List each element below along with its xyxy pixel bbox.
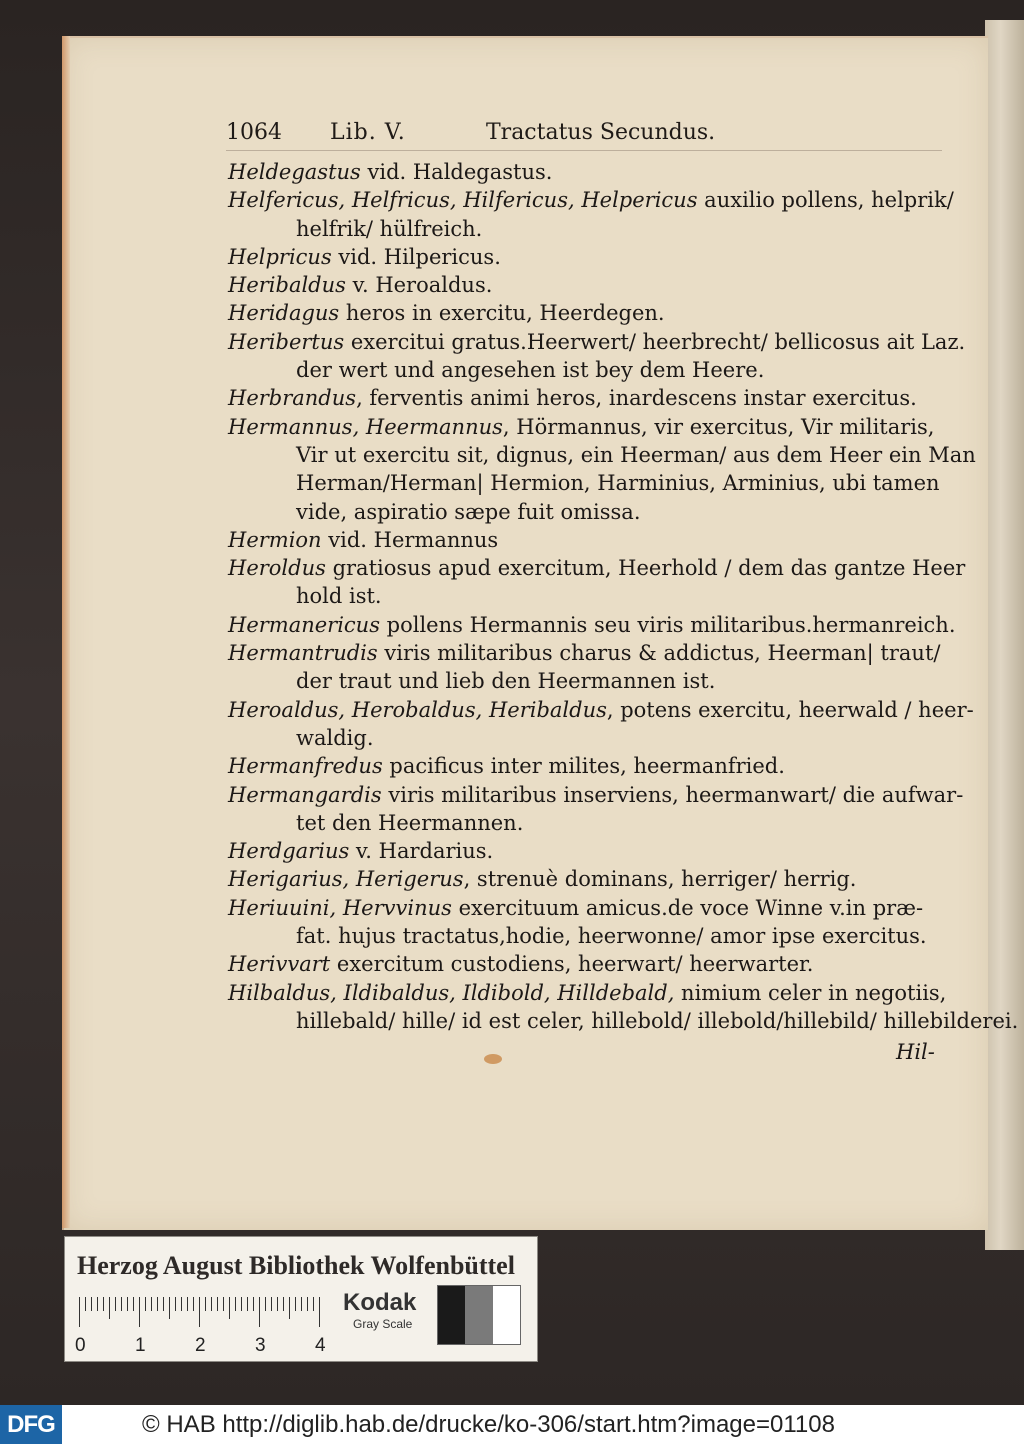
ruler-tick [193, 1297, 194, 1311]
entry-definition: vide, aspiratio sæpe fuit omissa. [296, 499, 641, 524]
tractatus-label: Tractatus Secundus. [486, 120, 716, 145]
entry-definition: nimium celer in negotiis, [674, 980, 947, 1005]
ruler-tick [241, 1297, 242, 1311]
entry-term: Heldegastus [228, 160, 361, 184]
ruler-tick [121, 1297, 122, 1311]
text-line [228, 215, 944, 243]
entry-term: Hermion [228, 527, 322, 552]
entry-definition: hold ist. [296, 584, 382, 609]
ruler-tick [133, 1297, 134, 1311]
ruler-tick [109, 1297, 110, 1319]
ruler-tick [277, 1297, 278, 1311]
entry-definition: auxilio pollens, helprik/ [697, 188, 954, 213]
ruler-tick [295, 1297, 296, 1311]
kodak-label: Kodak [343, 1289, 417, 1316]
text-line [228, 413, 944, 441]
ruler-number: 4 [315, 1335, 326, 1356]
ruler-number: 2 [195, 1335, 206, 1356]
entry-term: Heroaldus, Herobaldus, Heribaldus [228, 697, 607, 722]
scale-ruler [75, 1297, 327, 1356]
entry-term: Hermantrudis [228, 641, 378, 666]
ruler-number: 3 [255, 1335, 266, 1356]
entry-term: Herdgarius [228, 839, 350, 864]
entry-definition: gratiosus apud exercitum, Heerhold / dem das gantze Heer [325, 556, 966, 581]
text-line [228, 667, 944, 695]
ruler-tick [205, 1297, 206, 1311]
entry-definition: der traut und lieb den Heermannen ist. [296, 669, 716, 694]
ruler-tick [289, 1297, 290, 1319]
entry-definition: pacificus inter milites, heermanfried. [382, 754, 785, 779]
entry-definition: exercitui gratus.Heerwert/ heerbrecht/ bellicosus ait Laz. [344, 329, 966, 354]
entry-definition: v. Heroaldus. [345, 273, 493, 298]
text-line [228, 865, 944, 893]
text-line [228, 356, 944, 384]
ruler-tick [163, 1297, 164, 1311]
text-line [228, 554, 966, 582]
entry-term: Heribaldus [228, 273, 346, 298]
book-label: Lib. V. [330, 120, 406, 145]
ruler-tick [169, 1297, 170, 1319]
ruler-tick [145, 1297, 146, 1311]
text-line [228, 299, 944, 327]
text-line [228, 639, 944, 667]
entry-term: Heribertus [228, 329, 345, 354]
text-line [228, 696, 974, 724]
page-number: 1064 [226, 120, 282, 145]
entry-definition: exercituum amicus.de voce Winne v.in præ- [451, 895, 924, 920]
entry-term: Helfericus, Helfricus, Hilfericus, Helpericus [228, 188, 698, 213]
ruler-tick [127, 1297, 128, 1311]
gray-scale-label: Gray Scale [353, 1317, 413, 1331]
entry-term: Hilbaldus, Ildibaldus, Ildibold, Hilldebald, [228, 980, 675, 1005]
entry-definition: , potens exercitu, heerwald / heer- [606, 697, 974, 722]
text-line [228, 724, 944, 752]
ruler-tick [103, 1297, 104, 1311]
entry-term: Herivvart [228, 952, 331, 977]
text-line [228, 809, 944, 837]
gray-patch [493, 1286, 520, 1344]
entry-definition: heros in exercitu, Heerdegen. [339, 301, 665, 326]
entry-definition: Vir ut exercitu sit, dignus, ein Heerman/ aus dem Heer ein Man [296, 442, 976, 467]
entry-term: Helpricus [228, 244, 332, 269]
text-line [228, 781, 964, 809]
archive-color-strip [64, 1236, 538, 1362]
entry-definition: helfrik/ hülfreich. [296, 216, 483, 241]
ruler-tick [139, 1297, 140, 1327]
ruler-tick [211, 1297, 212, 1311]
ruler-number: 1 [135, 1335, 146, 1356]
text-line [228, 752, 944, 780]
ruler-tick [97, 1297, 98, 1311]
entry-term: Hermanfredus [228, 754, 383, 779]
entry-definition: fat. hujus tractatus,hodie, heerwonne/ amor ipse exercitus. [296, 924, 927, 949]
running-header [226, 120, 926, 152]
text-line [228, 1007, 1019, 1035]
entry-term: Hermannus, Heermannus [228, 414, 503, 439]
entry-definition: Herman/Herman| Hermion, Harminius, Arminius, ubi tamen [296, 471, 940, 496]
entry-term: Herigarius, Herigerus [228, 867, 464, 892]
facing-page-edge [985, 20, 1024, 1250]
entry-definition: , strenuè dominans, herriger/ herrig. [463, 867, 857, 892]
entry-term: Heridagus [228, 301, 340, 326]
ruler-tick [181, 1297, 182, 1311]
text-line [228, 243, 944, 271]
ruler-tick [235, 1297, 236, 1311]
gray-patch [465, 1286, 492, 1344]
entry-definition: , ferventis animi heros, inardescens instar exercitus. [356, 386, 917, 411]
text-line [228, 328, 966, 356]
ruler-tick [259, 1297, 260, 1327]
ruler-tick [175, 1297, 176, 1311]
dictionary-entries [228, 158, 1019, 1035]
ruler-tick [301, 1297, 302, 1311]
ruler-tick [253, 1297, 254, 1311]
text-line [228, 441, 976, 469]
entry-definition: , Hörmannus, vir exercitus, Vir militaris, [502, 414, 935, 439]
text-line [228, 611, 956, 639]
text-line [228, 894, 944, 922]
ruler-tick [223, 1297, 224, 1311]
gray-patch [438, 1286, 465, 1344]
entry-definition: vid. Hermannus [321, 527, 499, 552]
entry-definition: exercitum custodiens, heerwart/ heerwarter. [330, 952, 814, 977]
text-line [228, 271, 944, 299]
ruler-number: 0 [75, 1335, 86, 1356]
entry-definition: vid. Haldegastus. [360, 160, 553, 184]
text-line [228, 922, 944, 950]
entry-term: Hermangardis [228, 782, 382, 807]
ruler-tick [151, 1297, 152, 1311]
text-line [228, 837, 944, 865]
entry-term: Heriuuini, Hervvinus [228, 895, 452, 920]
ruler-tick [265, 1297, 266, 1311]
entry-definition: viris militaribus charus & addictus, Heerman| traut/ [377, 641, 941, 666]
ruler-tick [313, 1297, 314, 1311]
ruler-tick [187, 1297, 188, 1311]
ruler-tick [199, 1297, 200, 1327]
ruler-tick [217, 1297, 218, 1311]
entry-definition: vid. Hilpericus. [331, 244, 501, 269]
text-line [228, 186, 954, 214]
text-line [228, 469, 944, 497]
entry-definition: v. Hardarius. [349, 839, 494, 864]
text-line [228, 950, 944, 978]
text-line [228, 384, 944, 412]
ruler-tick [307, 1297, 308, 1311]
header-rule [226, 150, 942, 151]
gray-scale-patches [437, 1285, 521, 1345]
ruler-tick [157, 1297, 158, 1311]
ruler-tick [79, 1297, 80, 1327]
ruler-tick [271, 1297, 272, 1311]
entry-term: Heroldus [228, 556, 326, 581]
ruler-tick [85, 1297, 86, 1311]
ruler-tick [229, 1297, 230, 1319]
text-line [228, 526, 944, 554]
paper-stain [484, 1054, 502, 1064]
entry-definition: viris militaribus inserviens, heermanwart/ die aufwar- [381, 782, 964, 807]
entry-term: Hermanericus [228, 612, 380, 637]
page-gilt-edge [62, 36, 70, 1228]
ruler-tick [91, 1297, 92, 1311]
entry-definition: der wert und angesehen ist bey dem Heere. [296, 358, 765, 383]
entry-definition: waldig. [296, 725, 374, 750]
ruler-tick [283, 1297, 284, 1311]
entry-term: Herbrandus [228, 386, 357, 411]
dfg-logo: DFG [0, 1405, 62, 1444]
ruler-tick [247, 1297, 248, 1311]
ruler-tick [115, 1297, 116, 1311]
catchword: Hil- [896, 1040, 935, 1064]
text-line [228, 582, 944, 610]
entry-definition: hillebald/ hille/ id est celer, hillebold/ illebold/hillebild/ hillebilderei. [296, 1008, 1019, 1033]
entry-definition: tet den Heermannen. [296, 810, 524, 835]
text-line [228, 158, 944, 186]
entry-definition: pollens Hermannis seu viris militaribus.hermanreich. [379, 612, 956, 637]
copyright-link[interactable]: © HAB http://diglib.hab.de/drucke/ko-306/start.htm?image=01108 [142, 1411, 835, 1438]
library-name: Herzog August Bibliothek Wolfenbüttel [77, 1251, 515, 1280]
text-line [228, 979, 947, 1007]
ruler-tick [319, 1297, 320, 1327]
footer-bar [0, 1405, 1024, 1444]
text-line [228, 498, 944, 526]
